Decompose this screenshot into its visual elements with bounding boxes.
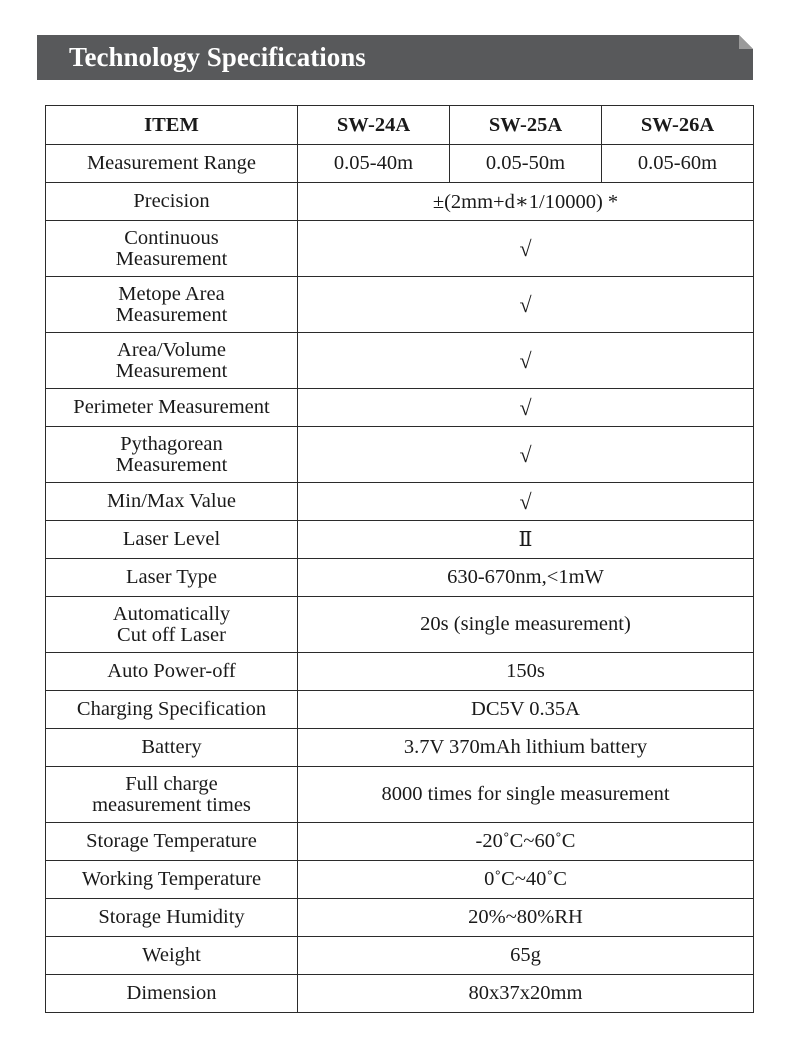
row-label-line: Dimension: [126, 982, 217, 1004]
table-row-laser-level: [46, 521, 754, 559]
row-label-line: Precision: [133, 190, 210, 212]
row-label-line: Metope Area: [118, 282, 225, 305]
row-value: √: [298, 333, 754, 389]
row-label-line: Measurement: [115, 359, 228, 382]
column-header-item: ITEM: [46, 106, 298, 145]
table-row-perimeter-measurement: [46, 389, 754, 427]
row-label-line: Charging Specification: [76, 698, 267, 720]
row-label-line: Min/Max Value: [107, 490, 236, 512]
row-label: [46, 937, 298, 975]
row-label-line: Cut off Laser: [117, 623, 226, 646]
row-label-line: Weight: [142, 944, 201, 966]
row-label: [46, 823, 298, 861]
table-row-laser-type: [46, 559, 754, 597]
row-label: Measurement Range: [46, 145, 298, 183]
row-label-line: Storage Humidity: [98, 906, 245, 928]
row-label-line: Measurement: [115, 303, 228, 326]
range-value-sw-26a: 0.05-60m: [602, 145, 754, 183]
row-label: [46, 389, 298, 427]
section-header-banner: [37, 35, 753, 80]
table-row-full-charge-measurement-times: [46, 767, 754, 823]
column-header-sw-25a: SW-25A: [450, 106, 602, 145]
row-label-line: Full charge: [125, 772, 218, 795]
row-label: [46, 333, 298, 389]
row-label: [46, 899, 298, 937]
range-value-sw-25a: 0.05-50m: [450, 145, 602, 183]
row-value: 630-670nm,<1mW: [298, 559, 754, 597]
row-label-line: Auto Power-off: [107, 660, 236, 682]
table-row-continuous-measurement: [46, 221, 754, 277]
row-label: [46, 277, 298, 333]
row-label: [46, 427, 298, 483]
row-label-line: Area/Volume: [117, 338, 226, 361]
row-label-line: measurement times: [92, 793, 251, 816]
table-row-min-max-value: [46, 483, 754, 521]
row-label-line: Working Temperature: [81, 868, 262, 890]
table-row-dimension: [46, 975, 754, 1013]
table-row-measurement-range: [46, 145, 754, 183]
row-value: 8000 times for single measurement: [298, 767, 754, 823]
row-label: [46, 221, 298, 277]
column-header-sw-26a: SW-26A: [602, 106, 754, 145]
row-label: [46, 597, 298, 653]
column-header-sw-24a: SW-24A: [298, 106, 450, 145]
range-value-sw-24a: 0.05-40m: [298, 145, 450, 183]
row-value: 20%~80%RH: [298, 899, 754, 937]
row-label-line: Storage Temperature: [86, 830, 257, 852]
row-value: 20s (single measurement): [298, 597, 754, 653]
row-label: [46, 691, 298, 729]
row-value: 150s: [298, 653, 754, 691]
row-value: -20˚C~60˚C: [298, 823, 754, 861]
row-value: √: [298, 427, 754, 483]
row-value: √: [298, 221, 754, 277]
table-row-working-temperature: [46, 861, 754, 899]
row-label-line: Measurement: [115, 453, 228, 476]
table-row-area-volume-measurement: [46, 333, 754, 389]
row-label: [46, 559, 298, 597]
table-row-precision: [46, 183, 754, 221]
row-label-line: Laser Type: [126, 566, 217, 588]
row-value: Ⅱ: [298, 521, 754, 559]
row-value: 65g: [298, 937, 754, 975]
section-title: Technology Specifications: [69, 42, 366, 72]
row-label-line: Measurement: [115, 247, 228, 270]
table-row-metope-area-measurement: [46, 277, 754, 333]
row-label: [46, 861, 298, 899]
row-label: [46, 653, 298, 691]
table-row-automatically-cut-off-laser: [46, 597, 754, 653]
row-value: √: [298, 277, 754, 333]
row-label-line: Automatically: [112, 602, 231, 625]
table-row-storage-temperature: [46, 823, 754, 861]
table-row-pythagorean-measurement: [46, 427, 754, 483]
row-label: [46, 767, 298, 823]
table-header-row: [46, 106, 754, 145]
specifications-table: [45, 105, 754, 1013]
row-value: ±(2mm+d∗1/10000) *: [298, 183, 754, 221]
row-value: √: [298, 389, 754, 427]
row-value: 0˚C~40˚C: [298, 861, 754, 899]
folded-corner-shade: [739, 35, 753, 49]
row-label-line: Perimeter Measurement: [73, 396, 270, 418]
row-label: [46, 183, 298, 221]
row-label-line: Battery: [141, 736, 202, 758]
row-label-line: Pythagorean: [120, 432, 223, 455]
specifications-table-body: [46, 106, 754, 1013]
row-value: 80x37x20mm: [298, 975, 754, 1013]
row-label: [46, 729, 298, 767]
row-label: [46, 975, 298, 1013]
row-label-line: Continuous: [124, 226, 219, 249]
row-value: DC5V 0.35A: [298, 691, 754, 729]
table-row-storage-humidity: [46, 899, 754, 937]
row-value: √: [298, 483, 754, 521]
row-value: 3.7V 370mAh lithium battery: [298, 729, 754, 767]
table-row-auto-power-off: [46, 653, 754, 691]
table-row-charging-specification: [46, 691, 754, 729]
table-row-battery: [46, 729, 754, 767]
row-label: [46, 483, 298, 521]
row-label-line: Laser Level: [122, 528, 221, 550]
row-label: [46, 521, 298, 559]
table-row-weight: [46, 937, 754, 975]
